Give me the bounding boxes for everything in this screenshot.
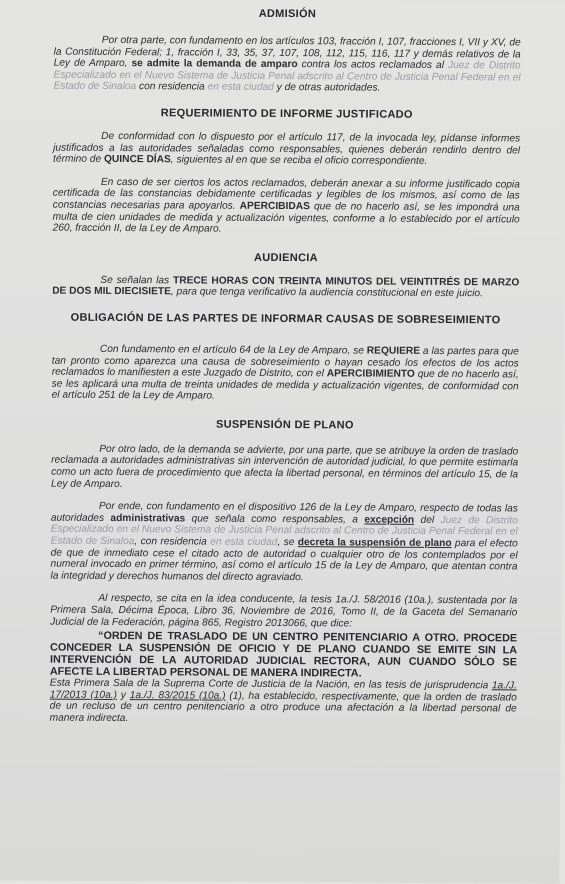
obligacion-paragraph: Con fundamento en el artículo 64 de la Ley de Amparo, se REQUIERE a las partes para que tan pronto como aparezca una causa de sobreseimiento o hayan cesado los efectos de los actos reclamados lo manifiesten a este Juzgado de Distrito, con el APERCIBIMIENTO que de no hacerlo así, se les aplicará una multa de treinta unidades de medida y actualización vigentes, de conformidad con el artículo 251 de la Ley de Amparo. xyxy=(51,343,519,402)
decreta-suspension-text: decreta la suspensión de plano xyxy=(297,537,452,550)
apercibimiento-text: APERCIBIMIENTO xyxy=(326,368,415,380)
tesis-quote-title: “ORDEN DE TRASLADO DE UN CENTRO PENITENCIARIO A OTRO. PROCEDE CONCEDER LA SUSPENSIÓN DE OFICIO Y DE PLANO CUANDO SE EMITE SIN LA INTERVENCIÓN DE LA AUTORIDAD JUDICIAL RECTORA, AUN CUANDO SÓLO SE AFECTE LA LIBERTAD PERSONAL DE MANERA INDIRECTA. xyxy=(49,630,518,680)
administrativas-text: administrativas xyxy=(110,512,186,525)
audiencia-heading: AUDIENCIA xyxy=(253,251,318,264)
suspension-paragraph-3: Al respecto, se cita en la idea conducente, la tesis 1a./J. 58/2016 (10a.), sustentada por la Primera Sala, Décima Época, Libro 36, Noviembre de 2016, Tomo II, de la Gaceta del Semanario Judicial de la Federación, página 865, Registro 2013066, que dice: xyxy=(50,593,518,630)
requerimiento-paragraph-2: En caso de ser ciertos los actos reclamados, deberán anexar a su informe justificado copia certificada de las constancias debidamente certificadas y legibles de los mismos, así como de las constancias necesarias para apoyarlos. APERCIBIDAS que de no hacerlo así, se les impondrá una multa de cien unidades de medida y actualización vigentes, conforme a lo establecido por el artículo 260, fracción II, de la Ley de Amparo. xyxy=(52,176,520,235)
tesis-quote-body: Esta Primera Sala de la Suprema Corte de Justicia de la Nación, en las tesis de jurisprudencia 1a./J. 17/2013 (10a.) y 1a./J. 83/2015 (10a.) (1), ha establecido, respectivamente, que la orden de traslado de un recluso de un centro penitenciario a otro produce una afectación a la libertad personal de manera indirecta. xyxy=(49,677,517,725)
admision-heading: ADMISIÓN xyxy=(258,7,317,21)
tesis-reference-1: 1a./J. 17/2013 (10a.) xyxy=(49,680,517,701)
audiencia-paragraph: Se señalan las TRECE HORAS CON TREINTA MINUTOS DEL VEINTITRÉS DE MARZO DE DOS MIL DIECISIETE, para que tenga verificativo la audiencia constitucional en este juicio. xyxy=(52,274,520,300)
faded-city-text: en esta ciudad xyxy=(207,81,274,94)
apercibidas-text: APERCIBIDAS xyxy=(239,200,310,213)
requerimiento-heading: REQUERIMIENTO DE INFORME JUSTIFICADO xyxy=(160,107,413,121)
faded-authority-text-2: Juez de Distrito Especializado en el Nuevo Sistema de Justicia Penal adscrito al Centro de Justicia Penal Federal en el Estado de Sinaloa xyxy=(50,514,518,548)
quince-dias-text: QUINCE DÍAS xyxy=(103,154,171,166)
admite-demanda-text: se admite la demanda de amparo xyxy=(131,58,298,71)
requiere-text: REQUIERE xyxy=(366,345,421,357)
suspension-paragraph-2: Por ende, con fundamento en el dispositivo 126 de la Ley de Amparo, respecto de todas las autoridades administrativas que señala como responsables, a excepción del Juez de Distrito Especializado en el Nuevo Sistema de Justicia Penal adscrito al Centro de Justicia Penal Federal en el Estado de Sinaloa, con residencia en esta ciudad, se decreta la suspensión de plano para el efecto de que de inmediato cese el citado acto de autoridad o cualquier otro de los contemplados por el numeral invocado en primer término, así como el artículo 15 de la Ley de Amparo, que atentan contra la integridad y derechos humanos del directo agraviado. xyxy=(50,501,518,583)
suspension-heading: SUSPENSIÓN DE PLANO xyxy=(215,418,354,432)
faded-city-text-2: en esta ciudad xyxy=(210,536,278,549)
audiencia-date-text: TRECE HORAS CON TREINTA MINUTOS DEL VEINTITRÉS DE MARZO DE DOS MIL DIECISIETE xyxy=(52,275,520,298)
admision-paragraph: Por otra parte, con fundamento en los artículos 103, fracción I, 107, fracciones I, VII y XV, de la Constitución Federal; 1, fracción I, 33, 35, 37, 107, 108, 112, 115, 116, 117 y demás relativos de la Ley de Amparo, se admite la demanda de amparo contra los actos reclamados al Juez de Distrito Especializado en el Nuevo Sistema de Justicia Penal adscrito al Centro de Justicia Penal Federal en el Estado de Sinaloa con residencia en esta ciudad y de otras autoridades. xyxy=(53,34,521,94)
requerimiento-paragraph-1: De conformidad con lo dispuesto por el artículo 117, de la invocada ley, pídanse informes justificados a las autoridades señaladas como responsables, quienes deberán rendirlo dentro del término de QUINCE DÍAS, siguientes al en que se reciba el oficio correspondiente. xyxy=(52,130,521,168)
suspension-paragraph-1: Por otro lado, de la demanda se advierte, por una parte, que se atribuye la orden de traslado reclamada a autoridades administrativas sin intervención de autoridad judicial, lo que permite estimarla como un acto fuera de procedimiento que afecta la libertad personal, en términos del artículo 15, de la Ley de Amparo. xyxy=(51,443,519,490)
tesis-reference-2: 1a./J. 83/2015 (10a.) xyxy=(129,689,226,702)
obligacion-heading: OBLIGACIÓN DE LAS PARTES DE INFORMAR CAUSAS DE SOBRESEIMIENTO xyxy=(70,311,501,327)
excepcion-text: excepción xyxy=(364,514,415,526)
faded-authority-text: Juez de Distrito Especializado en el Nuevo Sistema de Justicia Penal adscrito al Centro de Justicia Penal Federal en el Estado de Sinaloa xyxy=(53,60,521,93)
